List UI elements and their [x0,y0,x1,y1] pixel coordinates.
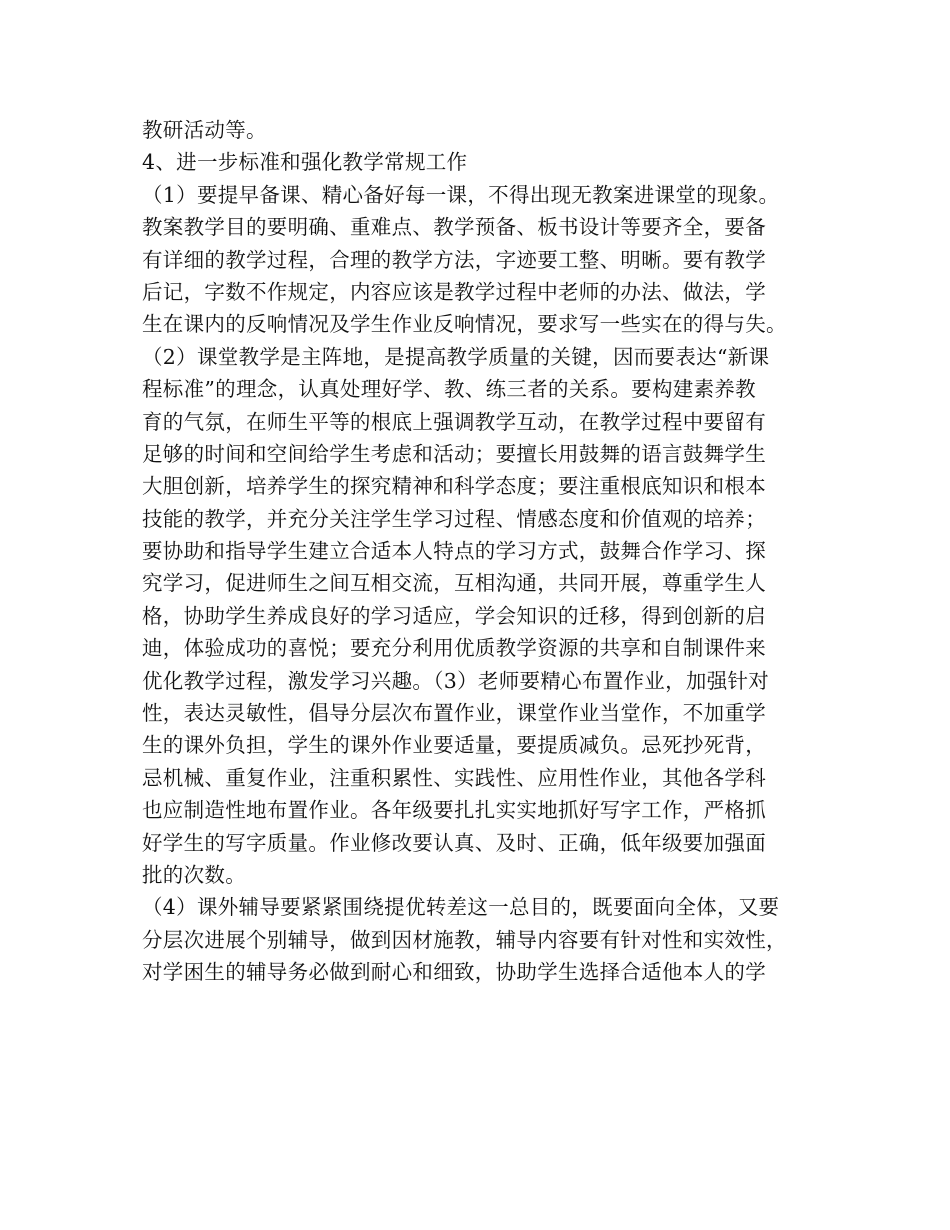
text-line: （1）要提早备课、精心备好每一课，不得出现无教案进课堂的现象。 [142,182,780,207]
text-line: 性，表达灵敏性，倡导分层次布置作业，课堂作业当堂作，不加重学 [142,701,766,726]
text-line: 足够的时间和空间给学生考虑和活动；要擅长用鼓舞的语言鼓舞学生 [142,441,766,466]
text-line: 迪，体验成功的喜悦；要充分利用优质教学资源的共享和自制课件来 [142,636,766,661]
text-line: 育的气氛，在师生平等的根底上强调教学互动，在教学过程中要留有 [142,409,766,434]
section-heading: 4、进一步标准和强化教学常规工作 [142,150,468,175]
text-line: 要协助和指导学生建立合适本人特点的学习方式，鼓舞合作学习、探 [142,539,766,564]
text-line: 优化教学过程，激发学习兴趣。（3）老师要精心布置作业，加强针对 [142,668,770,693]
body-text [142,114,822,989]
text-line: 好学生的写字质量。作业修改要认真、及时、正确，低年级要加强面 [142,830,766,855]
text-line: 后记，字数不作规定，内容应该是教学过程中老师的办法、做法，学 [142,279,766,304]
text-line: 分层次进展个别辅导，做到因材施教，辅导内容要有针对性和实效性， [142,927,787,952]
text-line: 批的次数。 [142,862,246,887]
text-line: 程标准”的理念，认真处理好学、教、练三者的关系。要构建素养教 [142,377,756,402]
text-line: （4）课外辅导要紧紧围绕提优转差这一总目的，既要面向全体，又要 [142,895,780,920]
text-line: （2）课堂教学是主阵地，是提高教学质量的关键，因而要表达“新课 [142,344,770,369]
text-line: 技能的教学，并充分关注学生学习过程、情感态度和价值观的培养； [142,506,766,531]
text-line: 生的课外负担，学生的课外作业要适量，要提质减负。忌死抄死背， [142,733,766,758]
text-line: 教研活动等。 [142,118,267,142]
text-line: 忌机械、重复作业，注重积累性、实践性、应用性作业，其他各学科 [142,765,766,790]
text-line: 格，协助学生养成良好的学习适应，学会知识的迁移，得到创新的启 [142,603,766,628]
text-line: 教案教学目的要明确、重难点、教学预备、板书设计等要齐全，要备 [142,215,766,240]
text-line: 生在课内的反响情况及学生作业反响情况，要求写一些实在的得与失。 [142,312,787,337]
text-line: 大胆创新，培养学生的探究精神和科学态度；要注重根底知识和根本 [142,474,766,499]
text-line: 对学困生的辅导务必做到耐心和细致，协助学生选择合适他本人的学 [142,960,766,985]
text-line: 究学习，促进师生之间互相交流，互相沟通，共同开展，尊重学生人 [142,571,766,596]
text-line: 也应制造性地布置作业。各年级要扎扎实实地抓好写字工作，严格抓 [142,798,766,823]
text-line: 有详细的教学过程，合理的教学方法，字迹要工整、明晰。要有教学 [142,247,766,272]
